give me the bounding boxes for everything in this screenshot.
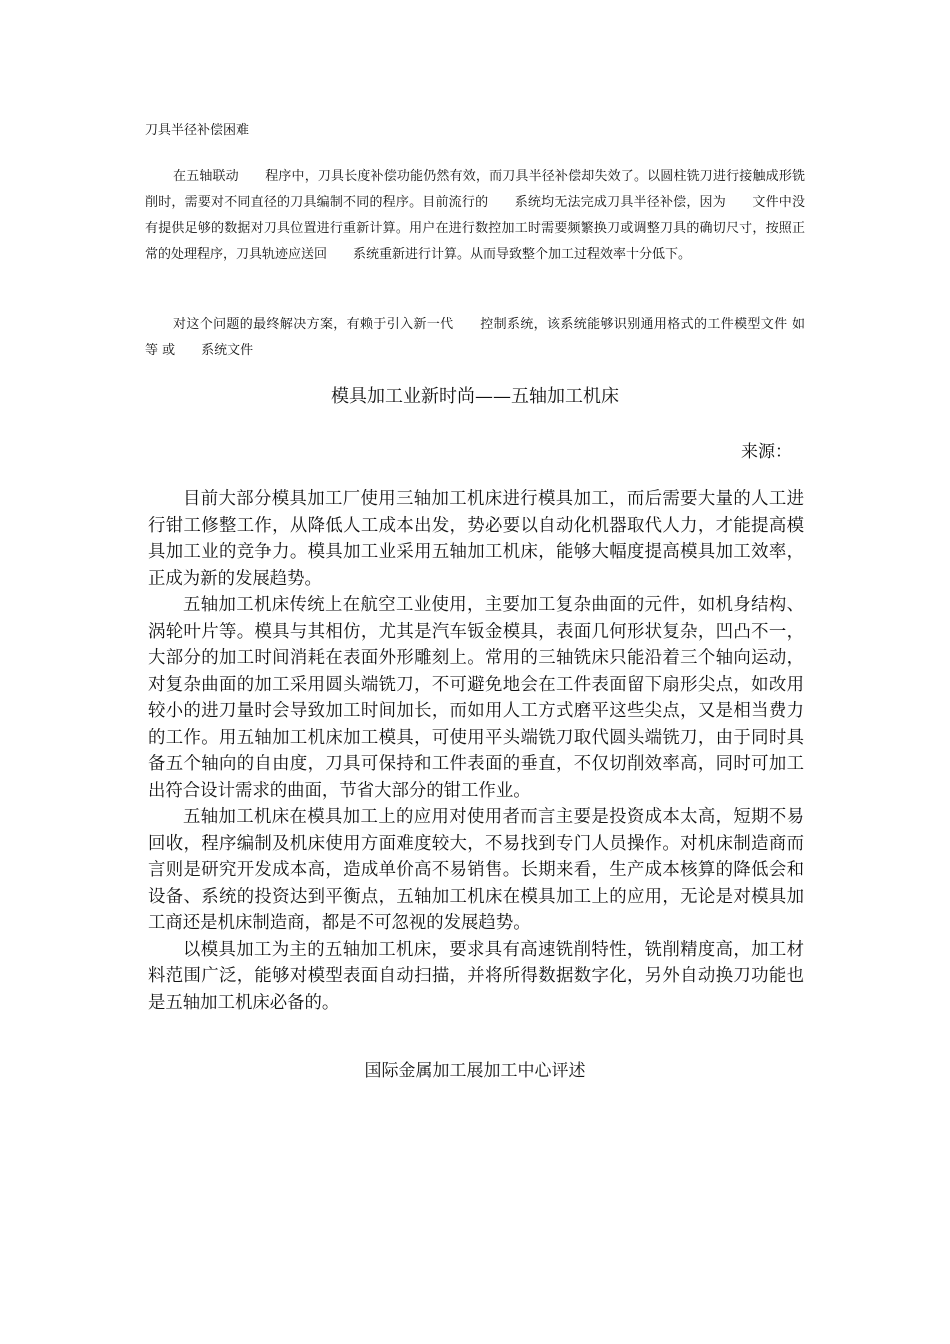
- section-paragraph-1: 在五轴联动 程序中，刀具长度补偿功能仍然有效，而刀具半径补偿却失效了。以圆柱铣刀进行接触成形铣削时，需要对不同直径的刀具编制不同的程序。目前流行的 系统均无法完成刀具半径补偿，因为 文件中没有提供足够的数据对刀具位置进行重新计算。用户在进行数控加工时需要频繁换刀或调整刀具的确切尺寸，按照正常的处理程序，刀具轨迹应送回 系统重新进行计算。从而导致整个加工过程效率十分低下。: [145, 169, 805, 262]
- article-title: 模具加工业新时尚——五轴加工机床: [331, 386, 619, 407]
- source-label: 来源：: [741, 442, 792, 462]
- article-paragraph-3: 五轴加工机床在模具加工上的应用对使用者而言主要是投资成本太高，短期不易回收，程序编制及机床使用方面难度较大，不易找到专门人员操作。对机床制造商而言则是研究开发成本高，造成单价高不易销售。长期来看，生产成本核算的降低会和设备、系统的投资达到平衡点，五轴加工机床在模具加工上的应用，无论是对模具加工商还是机床制造商，都是不可忽视的发展趋势。: [148, 807, 804, 933]
- article-paragraph-1: 目前大部分模具加工厂使用三轴加工机床进行模具加工，而后需要大量的人工进行钳工修整工作，从降低人工成本出发，势必要以自动化机器取代人力，才能提高模具加工业的竞争力。模具加工业采用五轴加工机床，能够大幅度提高模具加工效率，正成为新的发展趋势。: [148, 489, 804, 589]
- section-title: 刀具半径补偿困难: [145, 123, 250, 138]
- footer-heading: 国际金属加工展加工中心评述: [364, 1061, 586, 1081]
- article-paragraph-4: 以模具加工为主的五轴加工机床，要求具有高速铣削特性，铣削精度高，加工材料范围广泛，能够对模型表面自动扫描，并将所得数据数字化，另外自动换刀功能也是五轴加工机床必备的。: [148, 939, 804, 1013]
- section-paragraph-2: 对这个问题的最终解决方案，有赖于引入新一代 控制系统，该系统能够识别通用格式的工件模型文件 如 等 或 系统文件: [145, 317, 836, 358]
- article-paragraph-2: 五轴加工机床传统上在航空工业使用，主要加工复杂曲面的元件，如机身结构、涡轮叶片等。模具与其相仿，尤其是汽车钣金模具，表面几何形状复杂，凹凸不一，大部分的加工时间消耗在表面外形雕刻上。常用的三轴铣床只能沿着三个轴向运动，对复杂曲面的加工采用圆头端铣刀，不可避免地会在工件表面留下扇形尖点，如改用较小的进刀量时会导致加工时间加长，而如用人工方式磨平这些尖点，又是相当费力的工作。用五轴加工机床加工模具，可使用平头端铣刀取代圆头端铣刀，由于同时具备五个轴向的自由度，刀具可保持和工件表面的垂直，不仅切削效率高，同时可加工出符合设计需求的曲面，节省大部分的钳工作业。: [148, 595, 804, 801]
- article-body: [148, 486, 804, 1016]
